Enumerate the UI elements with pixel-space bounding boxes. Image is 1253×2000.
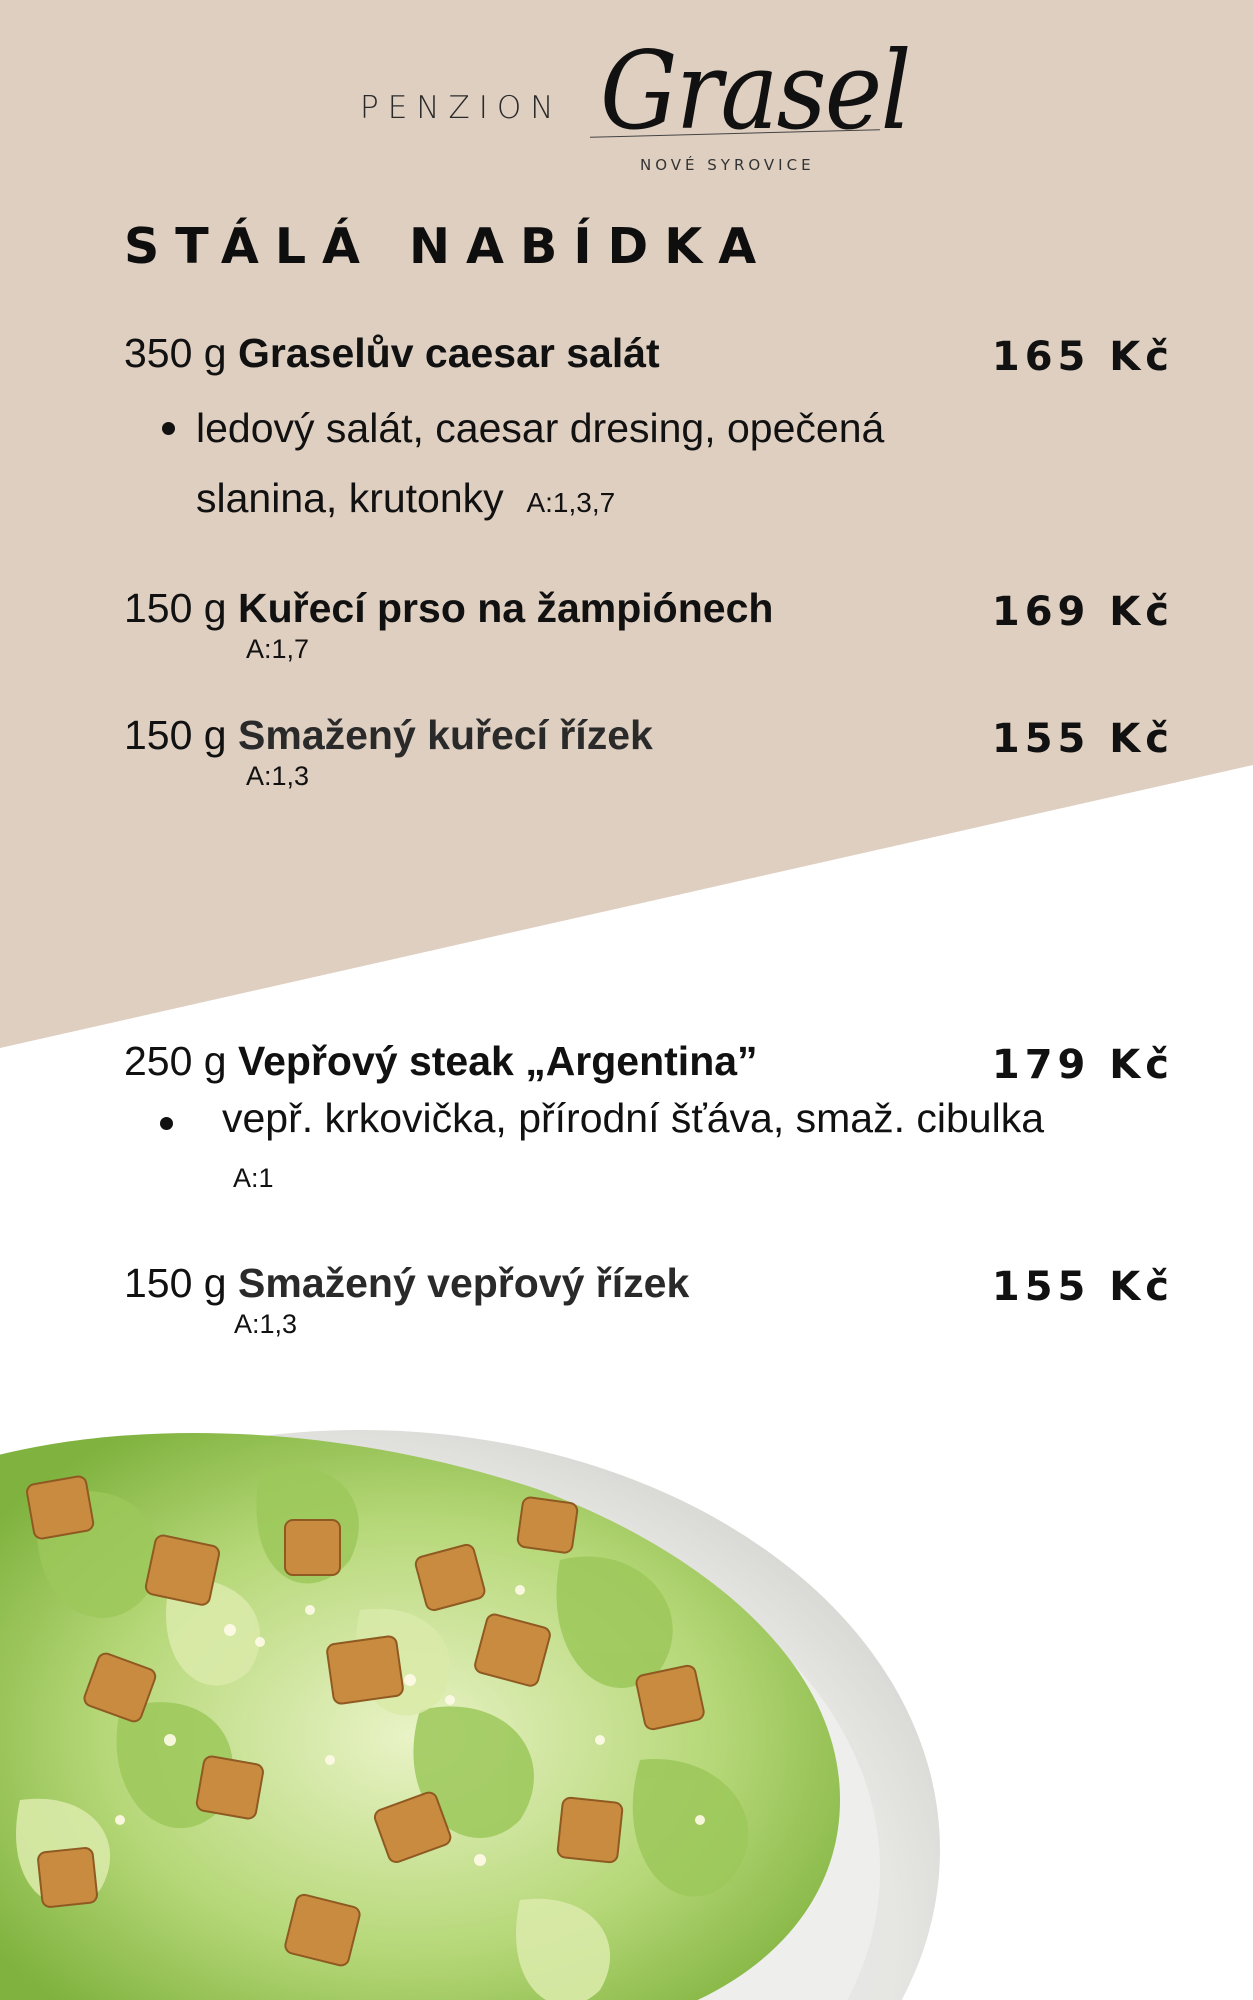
- item-price: 169 Kč: [991, 589, 1174, 635]
- logo-name: Grasel: [600, 29, 910, 154]
- bullet-icon: [160, 1117, 173, 1130]
- item-name: Vepřový steak „Argentina”: [238, 1038, 758, 1084]
- caesar-salad-image: [0, 1380, 960, 2000]
- item-allergens: A:1,7: [246, 634, 310, 664]
- item-weight: 150 g: [124, 712, 227, 758]
- item-name: Smažený vepřový řízek: [238, 1260, 690, 1306]
- logo: [360, 29, 910, 178]
- item-price: 179 Kč: [991, 1042, 1174, 1088]
- item-name: Smažený kuřecí řízek: [238, 712, 653, 758]
- item-name: Kuřecí prso na žampiónech: [238, 585, 774, 631]
- menu-item: [124, 1260, 1174, 1340]
- item-allergens: A:1,3: [234, 1309, 298, 1339]
- item-weight: 350 g: [124, 330, 227, 376]
- bullet-icon: [162, 422, 175, 435]
- menu-item: [124, 712, 1174, 792]
- item-allergens: A:1,3: [246, 761, 310, 791]
- menu-item: [124, 585, 1174, 665]
- item-description: ledový salát, caesar dresing, opečená slanina, krutonky A:1,3,7: [196, 405, 885, 521]
- menu-item: [124, 1038, 1174, 1088]
- item-weight: 150 g: [124, 585, 227, 631]
- item-weight: 250 g: [124, 1038, 227, 1084]
- item-price: 165 Kč: [991, 334, 1174, 380]
- item-allergens: A:1,3,7: [526, 487, 616, 518]
- item-name: Graselův caesar salát: [238, 330, 660, 376]
- menu-item: [124, 330, 1174, 380]
- logo-location: NOVÉ SYROVICE: [640, 156, 815, 174]
- item-description: vepř. krkovička, přírodní šťáva, smaž. cibulka: [222, 1095, 1045, 1141]
- item-allergens: A:1: [233, 1163, 274, 1193]
- logo-prefix: PENZION: [360, 90, 563, 126]
- item-price: 155 Kč: [991, 716, 1174, 762]
- item-price: 155 Kč: [991, 1264, 1174, 1310]
- item-weight: 150 g: [124, 1260, 227, 1306]
- menu-title: STÁLÁ NABÍDKA: [124, 218, 773, 275]
